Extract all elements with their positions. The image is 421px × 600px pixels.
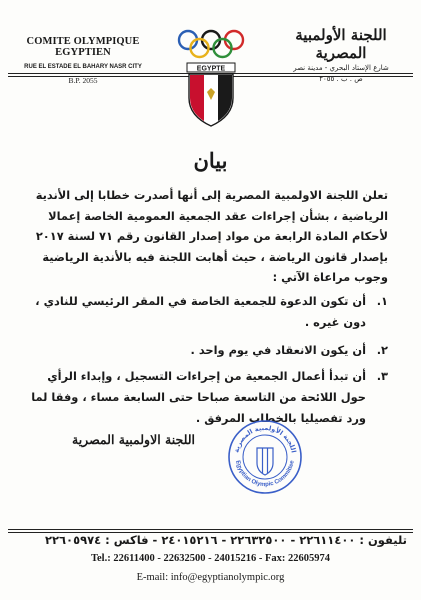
org-name-fr: COMITE OLYMPIQUE EGYPTIEN (26, 36, 140, 58)
stamp-text-en: Egyptian Olympic Committee (234, 459, 296, 489)
item-line: حول اللائحة من التاسعة صباحا حتى السابعة مساء ، وفقا لما (31, 390, 366, 404)
item-number: ٣. (376, 369, 388, 383)
document-title: بيان (193, 148, 228, 173)
footer-contact-en: Tel.: 22611400 - 22632500 - 24015216 - Fax: 22605974 (90, 553, 331, 564)
emblem-label: EGYPTE (196, 65, 226, 73)
po-box-en: B.P. 2055 (68, 76, 98, 85)
requirements-list (28, 291, 388, 429)
item-number: ٢. (376, 343, 388, 357)
footer-contact-ar: تليفون : ٢٢٦١١٤٠٠ - ٢٢٦٣٢٥٠٠ - ٢٤٠١٥٢١٦ - فاكس : ٢٢٦٠٥٩٧٤ (45, 533, 407, 547)
list-item (28, 291, 388, 333)
intro-line: وجوب مراعاة الآتي : (272, 270, 388, 284)
stamp-text-ar: اللجنة الأولمبية المصرية (232, 423, 298, 454)
header-right (271, 26, 411, 83)
intro-line: تعلن اللجنة الاولمبية المصرية إلى أنها أصدرت خطابا إلى الأندية (35, 188, 388, 202)
intro-line: الرياضية ، بشأن إجراءات عقد الجمعية العمومية الخاصة إعمالا (48, 208, 388, 223)
po-box-ar: ص . ب . ٢٠٥٥ (319, 75, 363, 83)
signature: اللجنة الاولمبية المصرية (72, 432, 196, 447)
footer-divider (8, 529, 413, 530)
address-ar: شارع الإستاد البحري - مدينة نصر (293, 64, 389, 72)
intro-line: بإصدار قانون الرياضة ، حيث أهابت اللجنة فيه بالأندية الرياضية (42, 249, 388, 264)
item-number: ١. (376, 294, 388, 308)
intro-paragraph (28, 185, 388, 288)
item-line: أن يكون الانعقاد في يوم واحد . (190, 343, 366, 357)
list-item (28, 340, 388, 361)
header-left (8, 36, 158, 85)
svg-text:Egyptian Olympic Committee (234, 459, 296, 488)
item-line: أن تبدأ أعمال الجمعية من إجراءات التسجيل ، وإبداء الرأي (47, 369, 366, 383)
item-line: دون غيره . (304, 315, 366, 329)
org-name-ar: اللجنة الأولمبية المصرية (295, 26, 387, 62)
item-line: ورد تفصيليا بالخطاب المرفق . (195, 411, 366, 425)
item-line: أن تكون الدعوة للجمعية الخاصة في المقر الرئيسي للنادي ، (35, 294, 366, 308)
official-stamp-icon (226, 418, 304, 496)
intro-line: لأحكام المادة الرابعة من مواد إصدار القانون رقم ٧١ لسنة ٢٠١٧ (35, 229, 388, 243)
footer-email: E-mail: info@egyptianolympic.org (136, 572, 285, 583)
list-item (28, 366, 388, 429)
address-en: RUE EL ESTADE EL BAHARY NASR CITY (24, 64, 142, 70)
olympic-emblem-logo (176, 28, 246, 128)
